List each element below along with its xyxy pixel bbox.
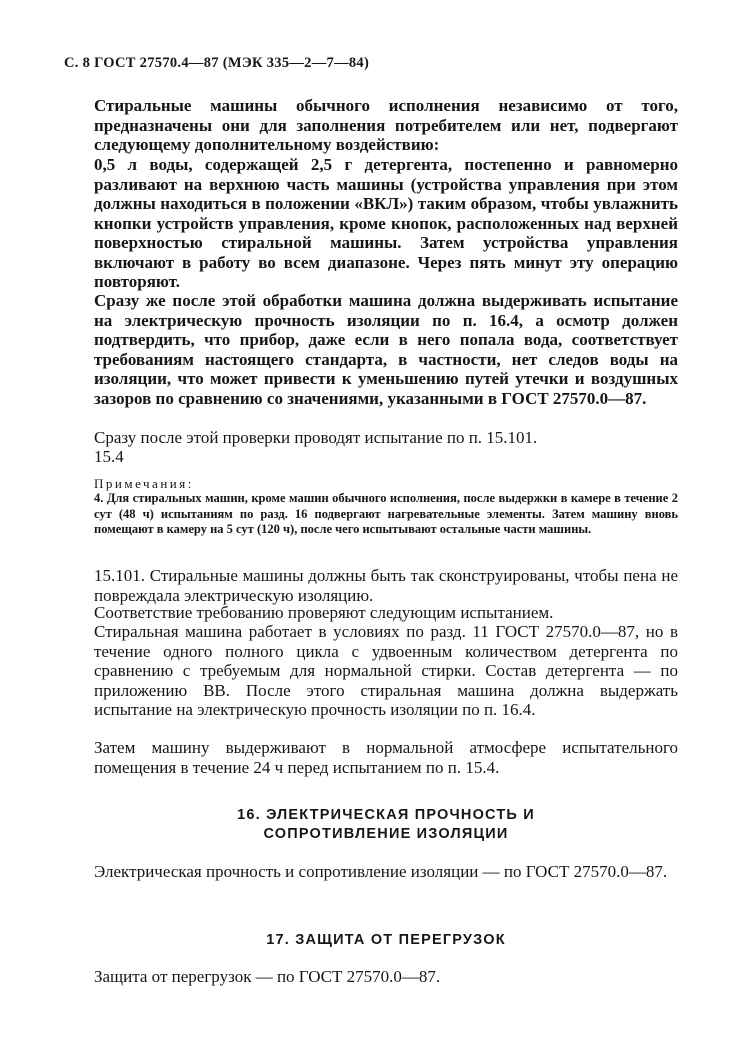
paragraph-7: Соответствие требованию проверяют следующим испытанием. bbox=[94, 603, 554, 622]
section-heading-16: 16. ЭЛЕКТРИЧЕСКАЯ ПРОЧНОСТЬ И СОПРОТИВЛЕНИЕ ИЗОЛЯЦИИ bbox=[237, 807, 535, 842]
paragraph-9: Затем машину выдерживают в нормальной атмосфере испытательного помещения в течение 24 ч перед испытанием по п. 15.4. bbox=[94, 738, 678, 777]
paragraph-2: 0,5 л воды, содержащей 2,5 г детергента, постепенно и равномерно разливают на верхнюю часть машины (устройства управления при этом должны находиться в положении «ВКЛ») таким образом, чтобы увлажнить кнопки устройств управления, кроме кнопок, расположенных над верхней поверхностью стиральной машины. Затем устройства управления включают в работу во всем диапазоне. Через пять минут эту операцию повторяют. bbox=[94, 155, 678, 291]
paragraph-8: Стиральная машина работает в условиях по разд. 11 ГОСТ 27570.0—87, но в течение одного полного цикла с удвоенным количеством детергента по сравнению с требуемым для нормальной стирки. Состав детергента — по приложению ВВ. После этого стиральная машина должна выдержать испытание на электрическую прочность изоляции по п. 16.4. bbox=[94, 622, 678, 719]
paragraph-11: Защита от перегрузок — по ГОСТ 27570.0—87. bbox=[94, 967, 441, 986]
page-header: С. 8 ГОСТ 27570.4—87 (МЭК 335—2—7—84) bbox=[64, 55, 370, 71]
note-title: Примечания: bbox=[94, 476, 194, 491]
paragraph-4: Сразу после этой проверки проводят испытание по п. 15.101. bbox=[94, 428, 538, 447]
paragraph-1: Стиральные машины обычного исполнения независимо от того, предназначены они для заполнения потребителем или нет, подвергают следующему дополнительному воздействию: bbox=[94, 96, 678, 154]
paragraph-6: 15.101. Стиральные машины должны быть так сконструированы, чтобы пена не повреждала электрическую изоляцию. bbox=[94, 566, 678, 605]
section-heading-17: 17. ЗАЩИТА ОТ ПЕРЕГРУЗОК bbox=[266, 932, 506, 948]
paragraph-3: Сразу же после этой обработки машина должна выдерживать испытание на электрическую прочность изоляции по п. 16.4, а осмотр должен подтвердить, что прибор, даже если в него попала вода, соответствует требованиям настоящего стандарта, в частности, нет следов воды на изоляции, что может привести к уменьшению путей утечки и воздушных зазоров по сравнению со значениями, указанными в ГОСТ 27570.0—87. bbox=[94, 291, 678, 408]
note-text: 4. Для стиральных машин, кроме машин обычного исполнения, после выдержки в камере в течение 2 сут (48 ч) испытаниям по разд. 16 подвергают нагревательные элементы. Затем машину вновь помещают в камеру на 5 сут (120 ч), после чего испытывают остальные части машины. bbox=[94, 491, 678, 536]
paragraph-5: 15.4 bbox=[94, 447, 124, 466]
paragraph-10: Электрическая прочность и сопротивление изоляции — по ГОСТ 27570.0—87. bbox=[94, 862, 668, 881]
